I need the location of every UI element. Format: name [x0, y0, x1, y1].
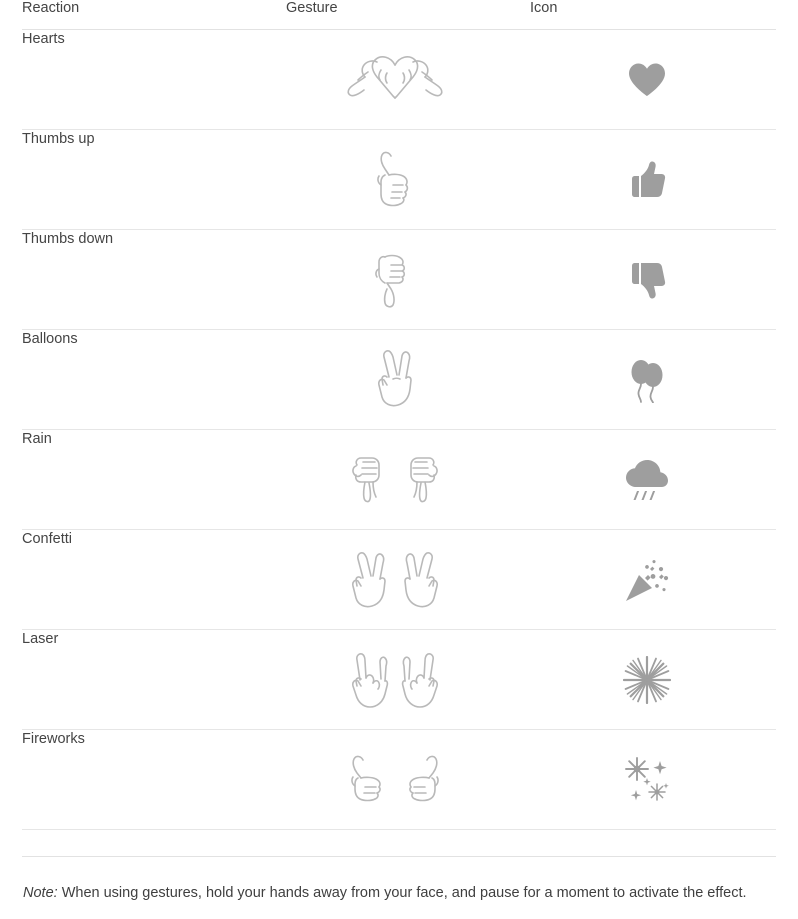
icon-illustration	[512, 730, 776, 829]
two-hands-fingers-down-gesture-icon-left	[345, 453, 391, 507]
heart-icon	[627, 62, 667, 98]
cell-reaction-name: Confetti	[22, 530, 268, 630]
table-row	[22, 230, 776, 330]
cell-gesture	[268, 30, 512, 130]
reactions-table	[22, 0, 776, 830]
two-thumbs-up-gesture-icon-left	[343, 752, 391, 808]
gesture-illustration	[268, 630, 512, 729]
cell-reaction-name: Laser	[22, 630, 268, 730]
cell-icon	[512, 230, 776, 330]
table-row	[22, 30, 776, 130]
gesture-illustration	[268, 730, 512, 829]
icon-illustration	[512, 30, 776, 129]
table-header-row	[22, 0, 776, 30]
gesture-illustration	[268, 130, 512, 229]
icon-illustration	[512, 130, 776, 229]
icon-illustration	[512, 430, 776, 529]
column-header-reaction: Reaction	[22, 0, 268, 30]
cell-icon	[512, 330, 776, 430]
cell-gesture	[268, 630, 512, 730]
note-text	[22, 856, 776, 906]
cell-icon	[512, 430, 776, 530]
confetti-popper-icon	[623, 556, 671, 604]
table-row	[22, 630, 776, 730]
cell-icon	[512, 630, 776, 730]
cell-icon	[512, 530, 776, 630]
column-header-icon: Icon	[512, 0, 776, 30]
gesture-illustration	[268, 230, 512, 329]
balloons-icon	[627, 357, 667, 403]
table-row	[22, 130, 776, 230]
cell-icon	[512, 130, 776, 230]
table-row	[22, 530, 776, 630]
cell-gesture	[268, 230, 512, 330]
cell-reaction-name: Fireworks	[22, 730, 268, 830]
icon-illustration	[512, 230, 776, 329]
thumbs-up-icon	[627, 160, 667, 200]
laser-burst-icon	[623, 656, 671, 704]
two-thumbs-up-gesture-icon-right	[399, 752, 447, 808]
icon-illustration	[512, 530, 776, 629]
table-body	[22, 30, 776, 830]
table-row	[22, 730, 776, 830]
fireworks-icon	[622, 755, 672, 805]
thumbs-down-icon	[627, 260, 667, 300]
cell-reaction-name: Balloons	[22, 330, 268, 430]
two-horns-hands-gesture-icon-right	[399, 648, 443, 712]
cell-reaction-name: Hearts	[22, 30, 268, 130]
cell-reaction-name: Thumbs down	[22, 230, 268, 330]
two-hands-fingers-down-gesture-icon-right	[399, 453, 445, 507]
thumbs-down-hand-gesture-icon	[369, 249, 421, 311]
two-victory-hands-gesture-icon-right	[399, 548, 443, 612]
cell-gesture	[268, 730, 512, 830]
note-label: Note:	[23, 885, 58, 901]
thumbs-up-hand-gesture-icon	[369, 149, 421, 211]
column-header-gesture: Gesture	[268, 0, 512, 30]
table-header	[22, 0, 776, 30]
two-horns-hands-gesture-icon-left	[347, 648, 391, 712]
gesture-illustration	[268, 30, 512, 129]
two-hands-heart-gesture-icon	[343, 52, 447, 108]
cell-gesture	[268, 330, 512, 430]
cell-reaction-name: Rain	[22, 430, 268, 530]
cell-icon	[512, 30, 776, 130]
table-row	[22, 430, 776, 530]
gesture-illustration	[268, 330, 512, 429]
cell-gesture	[268, 430, 512, 530]
cell-gesture	[268, 130, 512, 230]
gesture-illustration	[268, 530, 512, 629]
icon-illustration	[512, 330, 776, 429]
icon-illustration	[512, 630, 776, 729]
two-victory-hands-gesture-icon-left	[347, 548, 391, 612]
table-row	[22, 330, 776, 430]
note-body: When using gestures, hold your hands away from your face, and pause for a moment to activate the effect.	[57, 885, 747, 901]
cell-gesture	[268, 530, 512, 630]
cell-icon	[512, 730, 776, 830]
gesture-illustration	[268, 430, 512, 529]
rain-cloud-icon	[624, 459, 670, 501]
victory-hand-gesture-icon	[371, 345, 419, 415]
cell-reaction-name: Thumbs up	[22, 130, 268, 230]
